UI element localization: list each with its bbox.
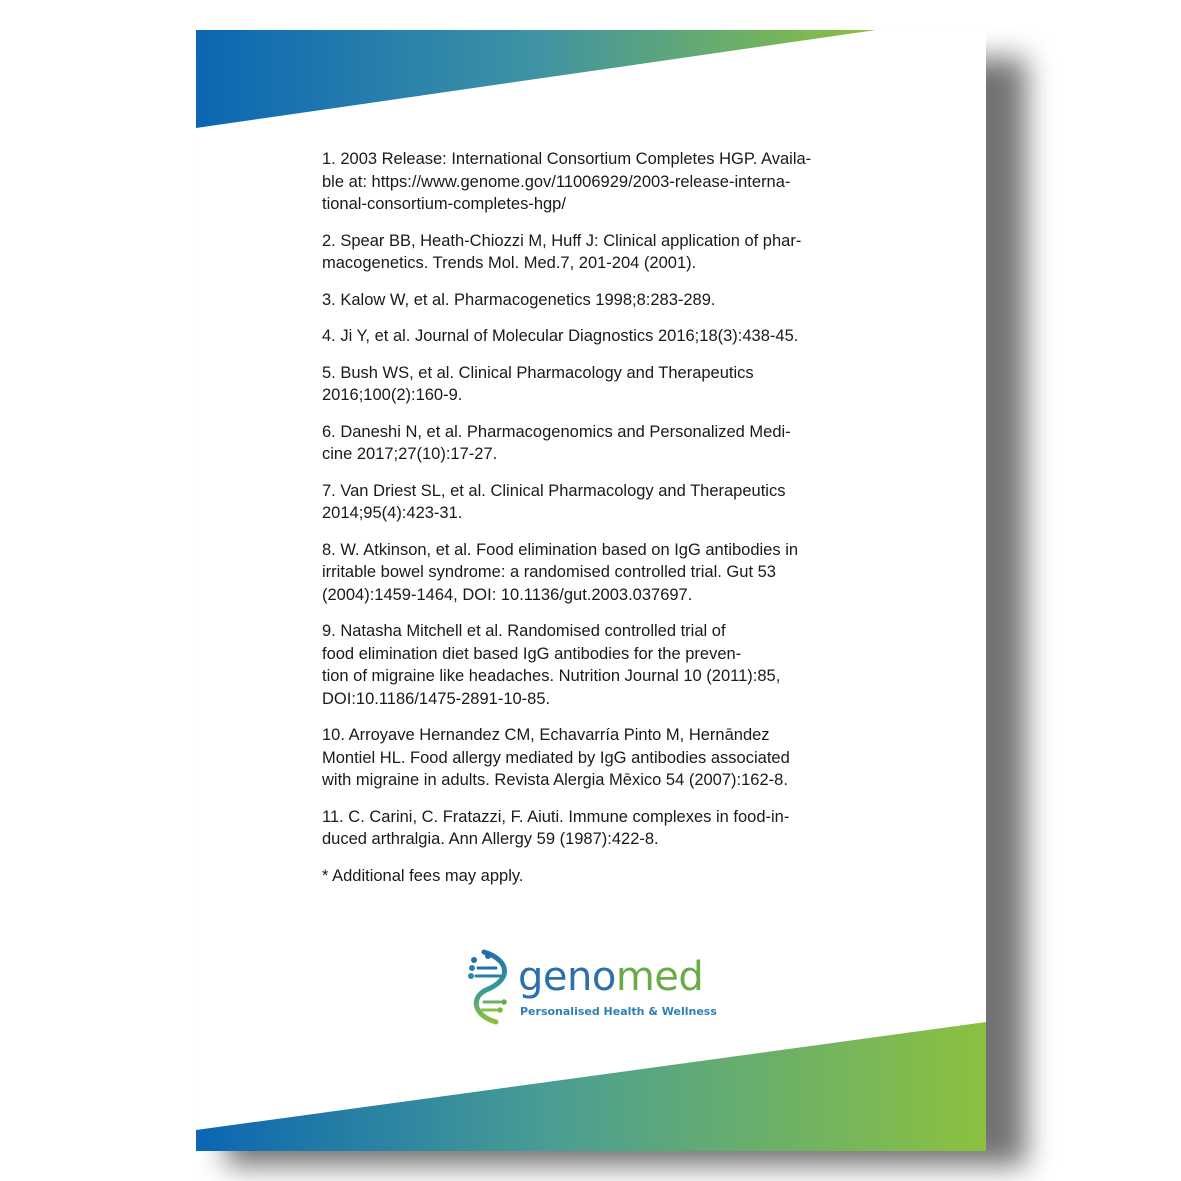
reference-item: 7. Van Driest SL, et al. Clinical Pharmacology and Therapeutics 2014;95(4):423-31. [322, 481, 786, 522]
reference-list [322, 148, 862, 887]
logo-wordmark-part1: geno [518, 954, 616, 1000]
reference-item: 4. Ji Y, et al. Journal of Molecular Diagnostics 2016;18(3):438-45. [322, 327, 799, 345]
brochure-page [196, 30, 986, 1151]
top-gradient-band [196, 30, 986, 130]
reference-item: 10. Arroyave Hernandez CM, Echavarría Pinto M, Hernāndez Montiel HL. Food allergy mediated by IgG antibodies associated with migraine in adults. Revista Alergia Mēxico 54 (2007):162-8. [322, 726, 790, 789]
reference-item: 8. W. Atkinson, et al. Food elimination based on IgG antibodies in irritable bowel syndrome: a randomised controlled trial. Gut 53 (2004):1459-1464, DOI: 10.1136/gut.2003.037697. [322, 540, 799, 604]
reference-item: 11. C. Carini, C. Fratazzi, F. Aiuti. Immune complexes in food-in- duced arthralgia. Ann Allergy 59 (1987):422-8. [322, 807, 790, 848]
reference-item: 5. Bush WS, et al. Clinical Pharmacology and Therapeutics 2016;100(2):160-9. [322, 363, 754, 404]
reference-item: 6. Daneshi N, et al. Pharmacogenomics and Personalized Medi- cine 2017;27(10):17-27. [322, 422, 791, 463]
reference-item: 3. Kalow W, et al. Pharmacogenetics 1998;8:283-289. [322, 290, 716, 309]
logo-wordmark-part2: med [615, 954, 704, 1000]
reference-item: 9. Natasha Mitchell et al. Randomised controlled trial of food elimination diet based IgG antibodies for the preven- tion of migraine like headaches. Nutrition Journal 10 (2011):85, DOI:10.1186/1475-2891-10-85. [322, 622, 781, 708]
reference-item: 1. 2003 Release: International Consortium Completes HGP. Availa- ble at: https://www.genome.gov/11006929/2003-release-interna- tional-consortium-completes-hgp/ [322, 150, 812, 213]
reference-item: 2. Spear BB, Heath-Chiozzi M, Huff J: Clinical application of phar- macogenetics. Trends Mol. Med.7, 201-204 (2001). [322, 231, 802, 272]
dna-helix-icon [466, 946, 524, 1026]
footnote: * Additional fees may apply. [322, 866, 524, 885]
logo-tagline: Personalised Health & Wellness [520, 1005, 717, 1018]
genomed-logo [466, 946, 726, 1026]
logo-wordmark [518, 954, 703, 1000]
bottom-gradient-band [196, 1020, 986, 1151]
